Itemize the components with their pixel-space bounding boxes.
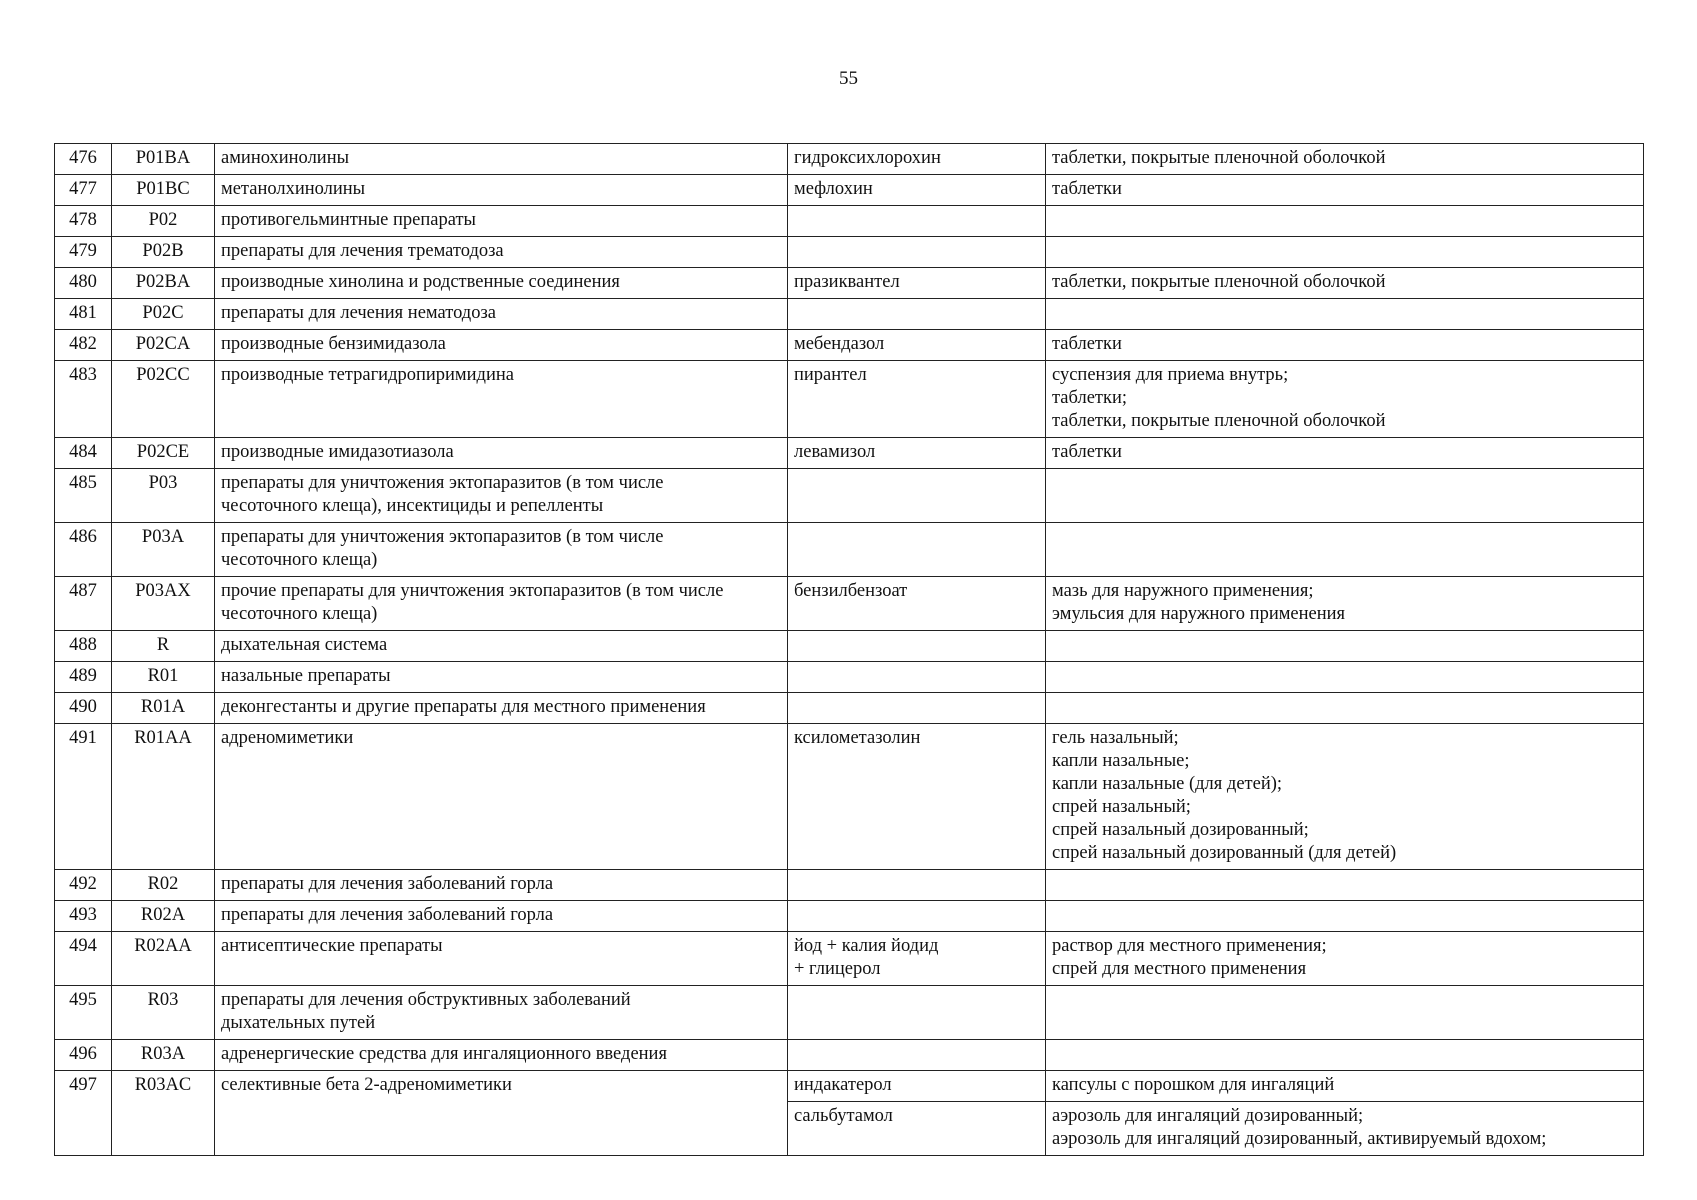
atc-group-name: [215, 724, 788, 870]
atc-group-name-line: адреномиметики: [221, 728, 354, 748]
dosage-forms: [1046, 870, 1644, 901]
atc-group-name-line: препараты для лечения нематодоза: [221, 303, 496, 323]
drug-name: [788, 577, 1046, 631]
table-row: [55, 268, 1644, 299]
atc-code: R02: [112, 870, 215, 901]
atc-group-name: [215, 901, 788, 932]
atc-group-name-line: селективные бета 2-адреномиметики: [221, 1075, 512, 1095]
atc-code: R03AC: [112, 1071, 215, 1156]
table-row: [55, 144, 1644, 175]
dosage-forms: [1046, 175, 1644, 206]
row-number: 477: [55, 175, 112, 206]
drug-name: [788, 268, 1046, 299]
drug-name-line: ксилометазолин: [794, 728, 921, 748]
drug-name: [788, 175, 1046, 206]
atc-code: P03A: [112, 523, 215, 577]
dosage-forms: [1046, 361, 1644, 438]
dosage-forms: [1046, 932, 1644, 986]
atc-code: P02C: [112, 299, 215, 330]
atc-group-name-line: назальные препараты: [221, 666, 391, 686]
drug-name: [788, 1102, 1046, 1156]
atc-group-name-line: препараты для лечения заболеваний горла: [221, 874, 554, 894]
table-row: [55, 175, 1644, 206]
atc-code: P02BA: [112, 268, 215, 299]
atc-group-name-line: деконгестанты и другие препараты для местного применения: [221, 697, 706, 717]
atc-code: R01A: [112, 693, 215, 724]
drug-table: [54, 143, 1644, 1156]
table-row: [55, 724, 1644, 870]
row-number: 483: [55, 361, 112, 438]
row-number: 485: [55, 469, 112, 523]
row-number: 496: [55, 1040, 112, 1071]
drug-name: [788, 986, 1046, 1040]
dosage-forms: [1046, 662, 1644, 693]
table-row: [55, 438, 1644, 469]
row-number: 497: [55, 1071, 112, 1156]
dosage-forms-line: таблетки: [1052, 442, 1122, 462]
atc-group-name-line: препараты для уничтожения эктопаразитов (в том числе: [221, 473, 664, 493]
drug-name-line: левамизол: [794, 442, 876, 462]
dosage-forms-line: спрей назальный дозированный;: [1052, 820, 1309, 840]
drug-name: [788, 1040, 1046, 1071]
dosage-forms-line: капли назальные;: [1052, 751, 1190, 771]
row-number: 494: [55, 932, 112, 986]
dosage-forms-line: суспензия для приема внутрь;: [1052, 365, 1289, 385]
atc-group-name: [215, 870, 788, 901]
atc-group-name: [215, 438, 788, 469]
atc-group-name-line: чесоточного клеща), инсектициды и репелленты: [221, 496, 604, 516]
dosage-forms: [1046, 724, 1644, 870]
atc-group-name-line: дыхательных путей: [221, 1013, 376, 1033]
table-row: [55, 237, 1644, 268]
atc-group-name-line: препараты для лечения обструктивных заболеваний: [221, 990, 631, 1010]
atc-group-name-line: прочие препараты для уничтожения эктопаразитов (в том числе: [221, 581, 724, 601]
dosage-forms: [1046, 330, 1644, 361]
drug-name: [788, 1071, 1046, 1102]
dosage-forms: [1046, 438, 1644, 469]
dosage-forms: [1046, 986, 1644, 1040]
row-number: 487: [55, 577, 112, 631]
atc-group-name: [215, 144, 788, 175]
dosage-forms-line: таблетки, покрытые пленочной оболочкой: [1052, 411, 1386, 431]
atc-code: P01BC: [112, 175, 215, 206]
atc-group-name: [215, 299, 788, 330]
drug-name: [788, 631, 1046, 662]
atc-code: P03AX: [112, 577, 215, 631]
drug-name: [788, 237, 1046, 268]
dosage-forms: [1046, 144, 1644, 175]
row-number: 484: [55, 438, 112, 469]
dosage-forms: [1046, 268, 1644, 299]
row-number: 482: [55, 330, 112, 361]
table-row: [55, 932, 1644, 986]
row-number: 480: [55, 268, 112, 299]
atc-group-name-line: чесоточного клеща): [221, 550, 378, 570]
atc-group-name-line: производные хинолина и родственные соединения: [221, 272, 620, 292]
dosage-forms: [1046, 469, 1644, 523]
atc-code: P02CC: [112, 361, 215, 438]
drug-name: [788, 438, 1046, 469]
drug-name-line: празиквантел: [794, 272, 900, 292]
atc-group-name: [215, 1071, 788, 1156]
atc-code: R01AA: [112, 724, 215, 870]
drug-name-line: бензилбензоат: [794, 581, 908, 601]
drug-name: [788, 662, 1046, 693]
drug-name: [788, 693, 1046, 724]
dosage-forms-line: капсулы с порошком для ингаляций: [1052, 1075, 1335, 1095]
row-number: 479: [55, 237, 112, 268]
dosage-forms-line: таблетки, покрытые пленочной оболочкой: [1052, 148, 1386, 168]
table-row: [55, 299, 1644, 330]
atc-code: P03: [112, 469, 215, 523]
dosage-forms: [1046, 577, 1644, 631]
drug-name: [788, 469, 1046, 523]
table-row: [55, 870, 1644, 901]
table-row: [55, 577, 1644, 631]
drug-name-line: сальбутамол: [794, 1106, 893, 1126]
dosage-forms-line: таблетки: [1052, 179, 1122, 199]
drug-name: [788, 901, 1046, 932]
table-row: [55, 693, 1644, 724]
dosage-forms: [1046, 206, 1644, 237]
dosage-forms: [1046, 523, 1644, 577]
atc-group-name: [215, 577, 788, 631]
drug-name-line: гидроксихлорохин: [794, 148, 941, 168]
atc-group-name-line: производные тетрагидропиримидина: [221, 365, 514, 385]
dosage-forms: [1046, 901, 1644, 932]
row-number: 495: [55, 986, 112, 1040]
atc-group-name-line: аминохинолины: [221, 148, 350, 168]
drug-name-line: йод + калия йодид: [794, 936, 939, 956]
atc-group-name-line: антисептические препараты: [221, 936, 443, 956]
atc-group-name: [215, 693, 788, 724]
dosage-forms-line: аэрозоль для ингаляций дозированный, активируемый вдохом;: [1052, 1129, 1547, 1149]
atc-group-name: [215, 237, 788, 268]
row-number: 486: [55, 523, 112, 577]
page-number: 55: [839, 68, 858, 89]
dosage-forms-line: спрей назальный дозированный (для детей): [1052, 843, 1397, 863]
drug-name: [788, 523, 1046, 577]
dosage-forms-line: мазь для наружного применения;: [1052, 581, 1314, 601]
dosage-forms: [1046, 693, 1644, 724]
drug-name: [788, 361, 1046, 438]
atc-group-name: [215, 631, 788, 662]
dosage-forms: [1046, 631, 1644, 662]
table-row: [55, 1040, 1644, 1071]
atc-group-name-line: препараты для уничтожения эктопаразитов (в том числе: [221, 527, 664, 547]
atc-group-name-line: дыхательная система: [221, 635, 388, 655]
atc-group-name: [215, 523, 788, 577]
atc-code: R03A: [112, 1040, 215, 1071]
atc-group-name-line: адренергические средства для ингаляционного введения: [221, 1044, 667, 1064]
table-row: [55, 662, 1644, 693]
drug-name-line: мебендазол: [794, 334, 885, 354]
table-row: [55, 1071, 1644, 1102]
row-number: 478: [55, 206, 112, 237]
dosage-forms-line: спрей для местного применения: [1052, 959, 1307, 979]
atc-group-name-line: чесоточного клеща): [221, 604, 378, 624]
row-number: 492: [55, 870, 112, 901]
dosage-forms-line: спрей назальный;: [1052, 797, 1191, 817]
drug-name: [788, 870, 1046, 901]
dosage-forms-line: таблетки, покрытые пленочной оболочкой: [1052, 272, 1386, 292]
drug-name: [788, 724, 1046, 870]
table-row: [55, 361, 1644, 438]
atc-group-name: [215, 932, 788, 986]
table-row: [55, 330, 1644, 361]
dosage-forms-line: эмульсия для наружного применения: [1052, 604, 1346, 624]
dosage-forms: [1046, 237, 1644, 268]
drug-name: [788, 932, 1046, 986]
atc-group-name: [215, 986, 788, 1040]
drug-name-line: индакатерол: [794, 1075, 892, 1095]
atc-group-name: [215, 469, 788, 523]
atc-group-name: [215, 175, 788, 206]
row-number: 491: [55, 724, 112, 870]
atc-group-name: [215, 1040, 788, 1071]
atc-code: P02CE: [112, 438, 215, 469]
drug-name: [788, 144, 1046, 175]
atc-group-name-line: препараты для лечения трематодоза: [221, 241, 504, 261]
table-row: [55, 901, 1644, 932]
atc-code: P02: [112, 206, 215, 237]
row-number: 476: [55, 144, 112, 175]
dosage-forms-line: раствор для местного применения;: [1052, 936, 1327, 956]
dosage-forms: [1046, 1040, 1644, 1071]
atc-code: R02A: [112, 901, 215, 932]
table-body: [55, 144, 1644, 1156]
atc-group-name-line: производные имидазотиазола: [221, 442, 454, 462]
dosage-forms-line: капли назальные (для детей);: [1052, 774, 1283, 794]
drug-name-line: пирантел: [794, 365, 867, 385]
dosage-forms-line: аэрозоль для ингаляций дозированный;: [1052, 1106, 1364, 1126]
atc-code: R: [112, 631, 215, 662]
row-number: 490: [55, 693, 112, 724]
table-row: [55, 523, 1644, 577]
drug-name: [788, 330, 1046, 361]
atc-group-name: [215, 206, 788, 237]
table-row: [55, 986, 1644, 1040]
atc-group-name-line: производные бензимидазола: [221, 334, 446, 354]
atc-code: P02B: [112, 237, 215, 268]
row-number: 481: [55, 299, 112, 330]
dosage-forms: [1046, 299, 1644, 330]
row-number: 493: [55, 901, 112, 932]
atc-group-name-line: метанолхинолины: [221, 179, 366, 199]
row-number: 488: [55, 631, 112, 662]
drug-name: [788, 206, 1046, 237]
atc-group-name: [215, 330, 788, 361]
dosage-forms: [1046, 1102, 1644, 1156]
dosage-forms: [1046, 1071, 1644, 1102]
dosage-forms-line: таблетки;: [1052, 388, 1128, 408]
table-row: [55, 469, 1644, 523]
atc-group-name: [215, 662, 788, 693]
atc-group-name-line: противогельминтные препараты: [221, 210, 476, 230]
drug-name-line: мефлохин: [794, 179, 873, 199]
atc-group-name-line: препараты для лечения заболеваний горла: [221, 905, 554, 925]
drug-name-line: + глицерол: [794, 959, 881, 979]
dosage-forms-line: гель назальный;: [1052, 728, 1179, 748]
table-row: [55, 206, 1644, 237]
row-number: 489: [55, 662, 112, 693]
table-row: [55, 631, 1644, 662]
atc-code: P02CA: [112, 330, 215, 361]
atc-code: R02AA: [112, 932, 215, 986]
atc-code: R03: [112, 986, 215, 1040]
dosage-forms-line: таблетки: [1052, 334, 1122, 354]
atc-code: P01BA: [112, 144, 215, 175]
atc-group-name: [215, 268, 788, 299]
atc-code: R01: [112, 662, 215, 693]
atc-group-name: [215, 361, 788, 438]
drug-name: [788, 299, 1046, 330]
